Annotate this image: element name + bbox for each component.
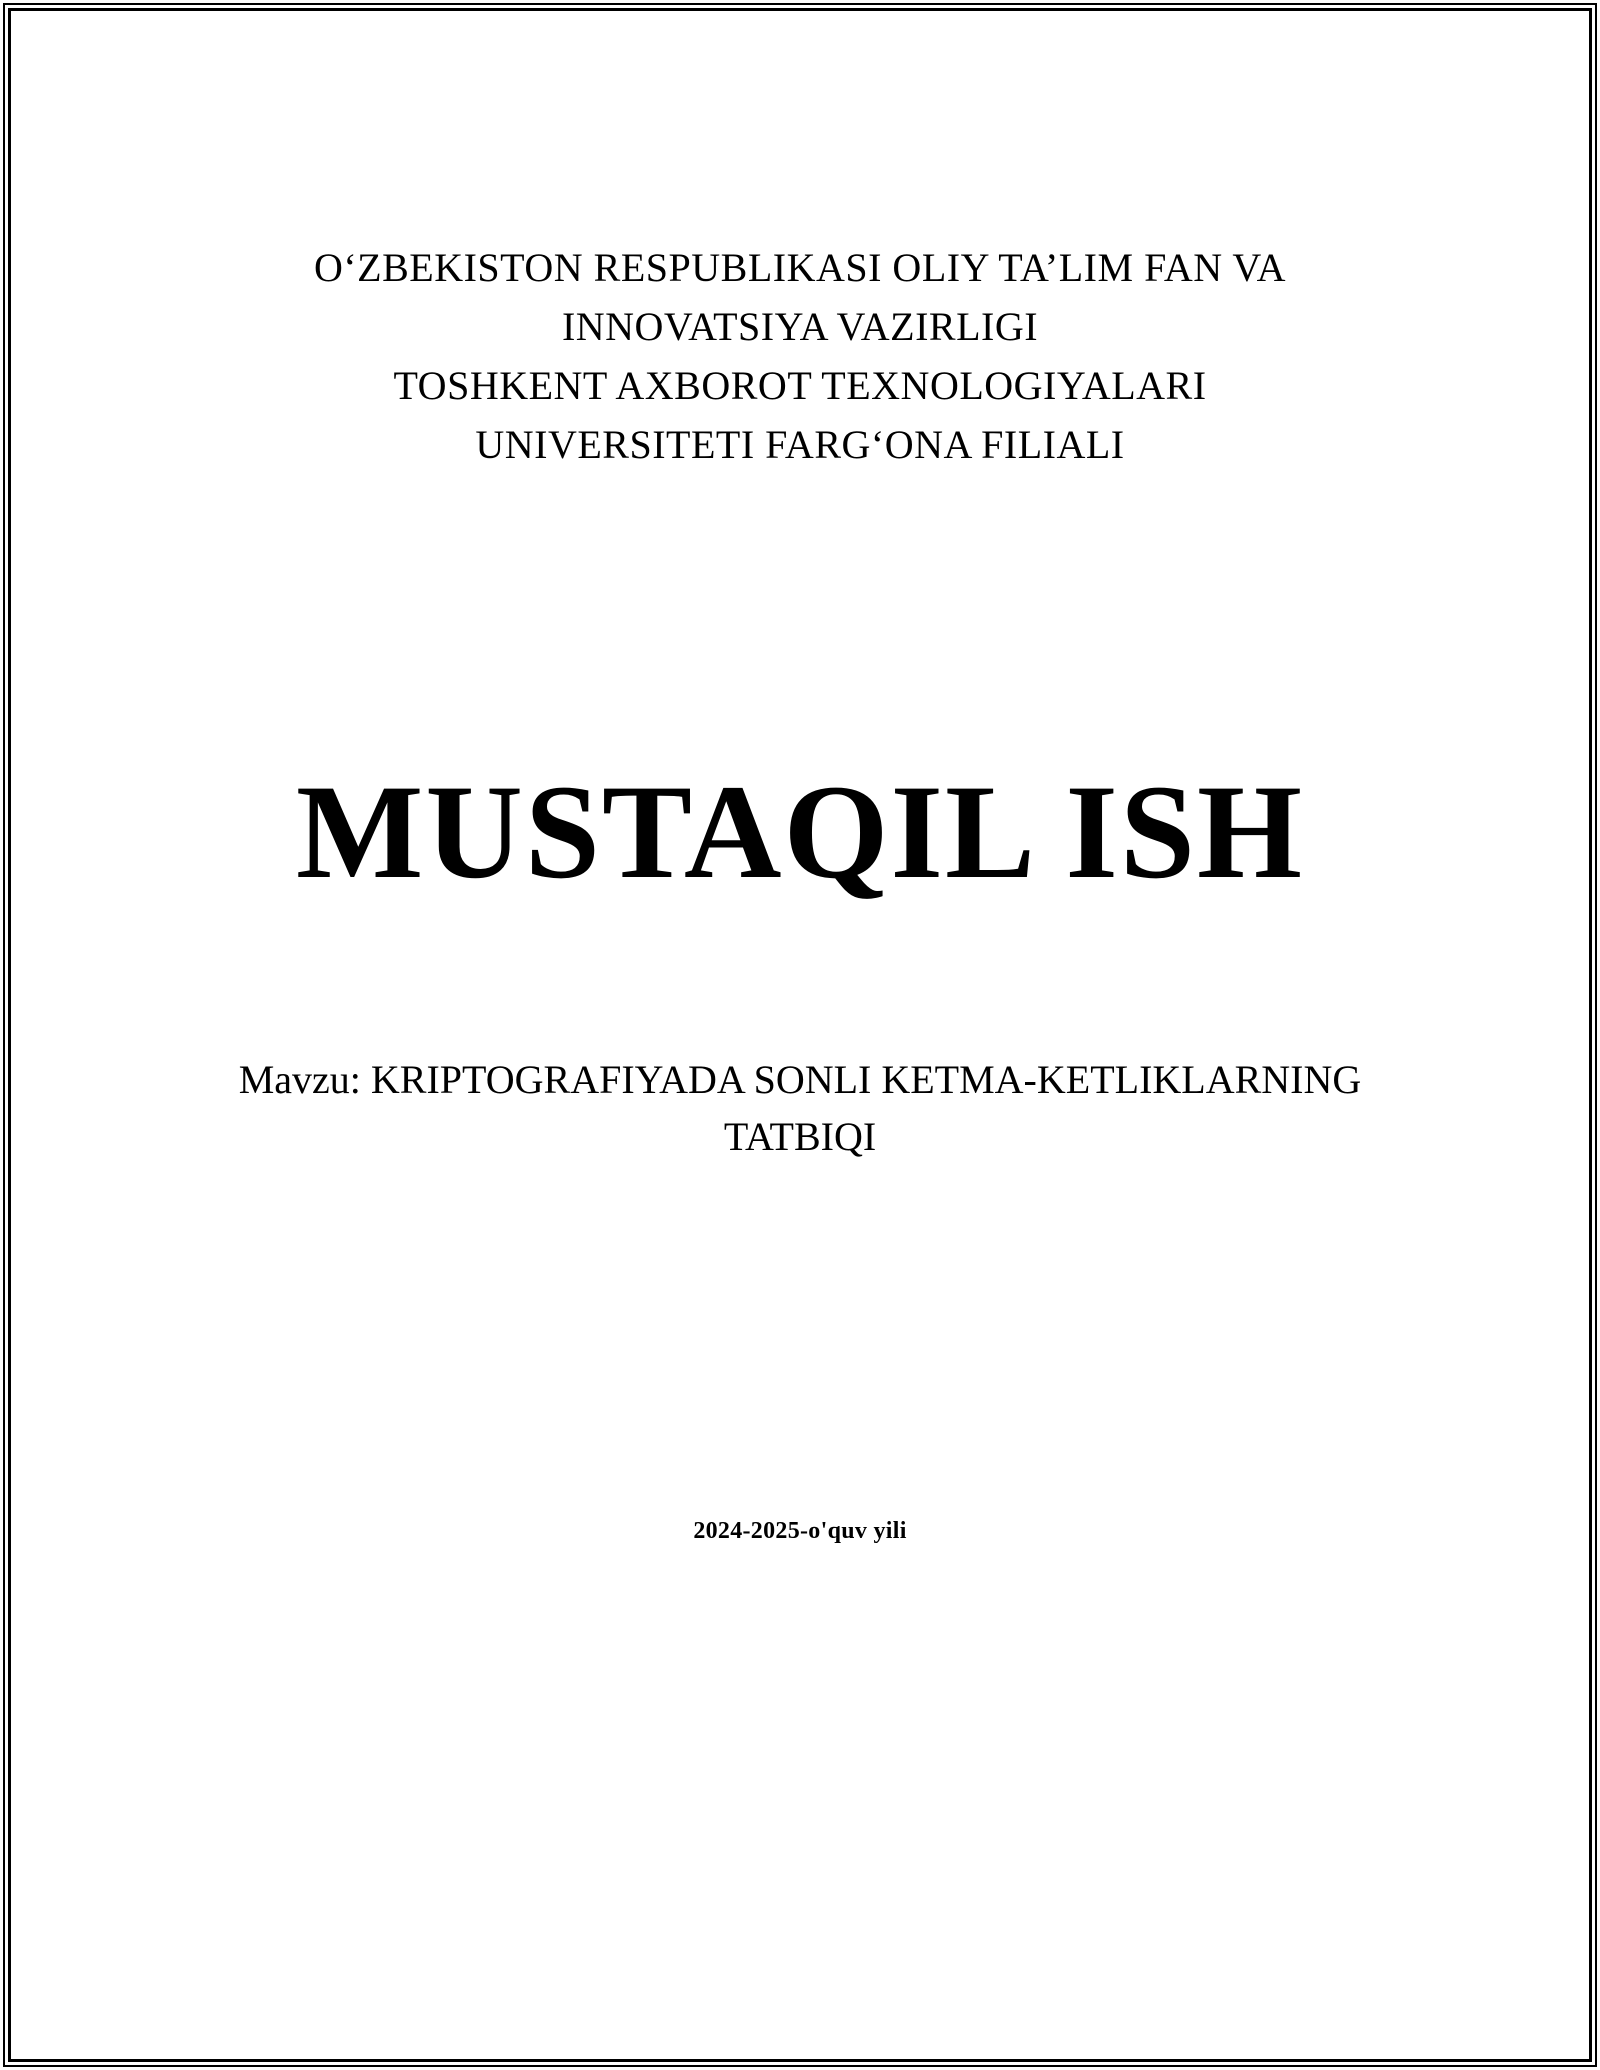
- topic-line-1: Mavzu: KRIPTOGRAFIYADA SONLI KETMA-KETLIKLARNING: [238, 1057, 1362, 1102]
- header-line-2: INNOVATSIYA VAZIRLIGI: [561, 304, 1039, 349]
- header-line-4: UNIVERSITETI FARG‘ONA FILIALI: [475, 422, 1125, 467]
- document-title: MUSTAQIL ISH: [295, 758, 1305, 907]
- header-line-1: O‘ZBEKISTON RESPUBLIKASI OLIY TA’LIM FAN VA: [313, 245, 1287, 290]
- ministry-header: [60, 238, 1540, 474]
- academic-year: 2024-2025-o'quv yili: [693, 1518, 907, 1544]
- topic: [60, 1051, 1540, 1165]
- header-line-3: TOSHKENT AXBOROT TEXNOLOGIYALARI: [393, 363, 1207, 408]
- topic-line-2: TATBIQI: [723, 1114, 877, 1159]
